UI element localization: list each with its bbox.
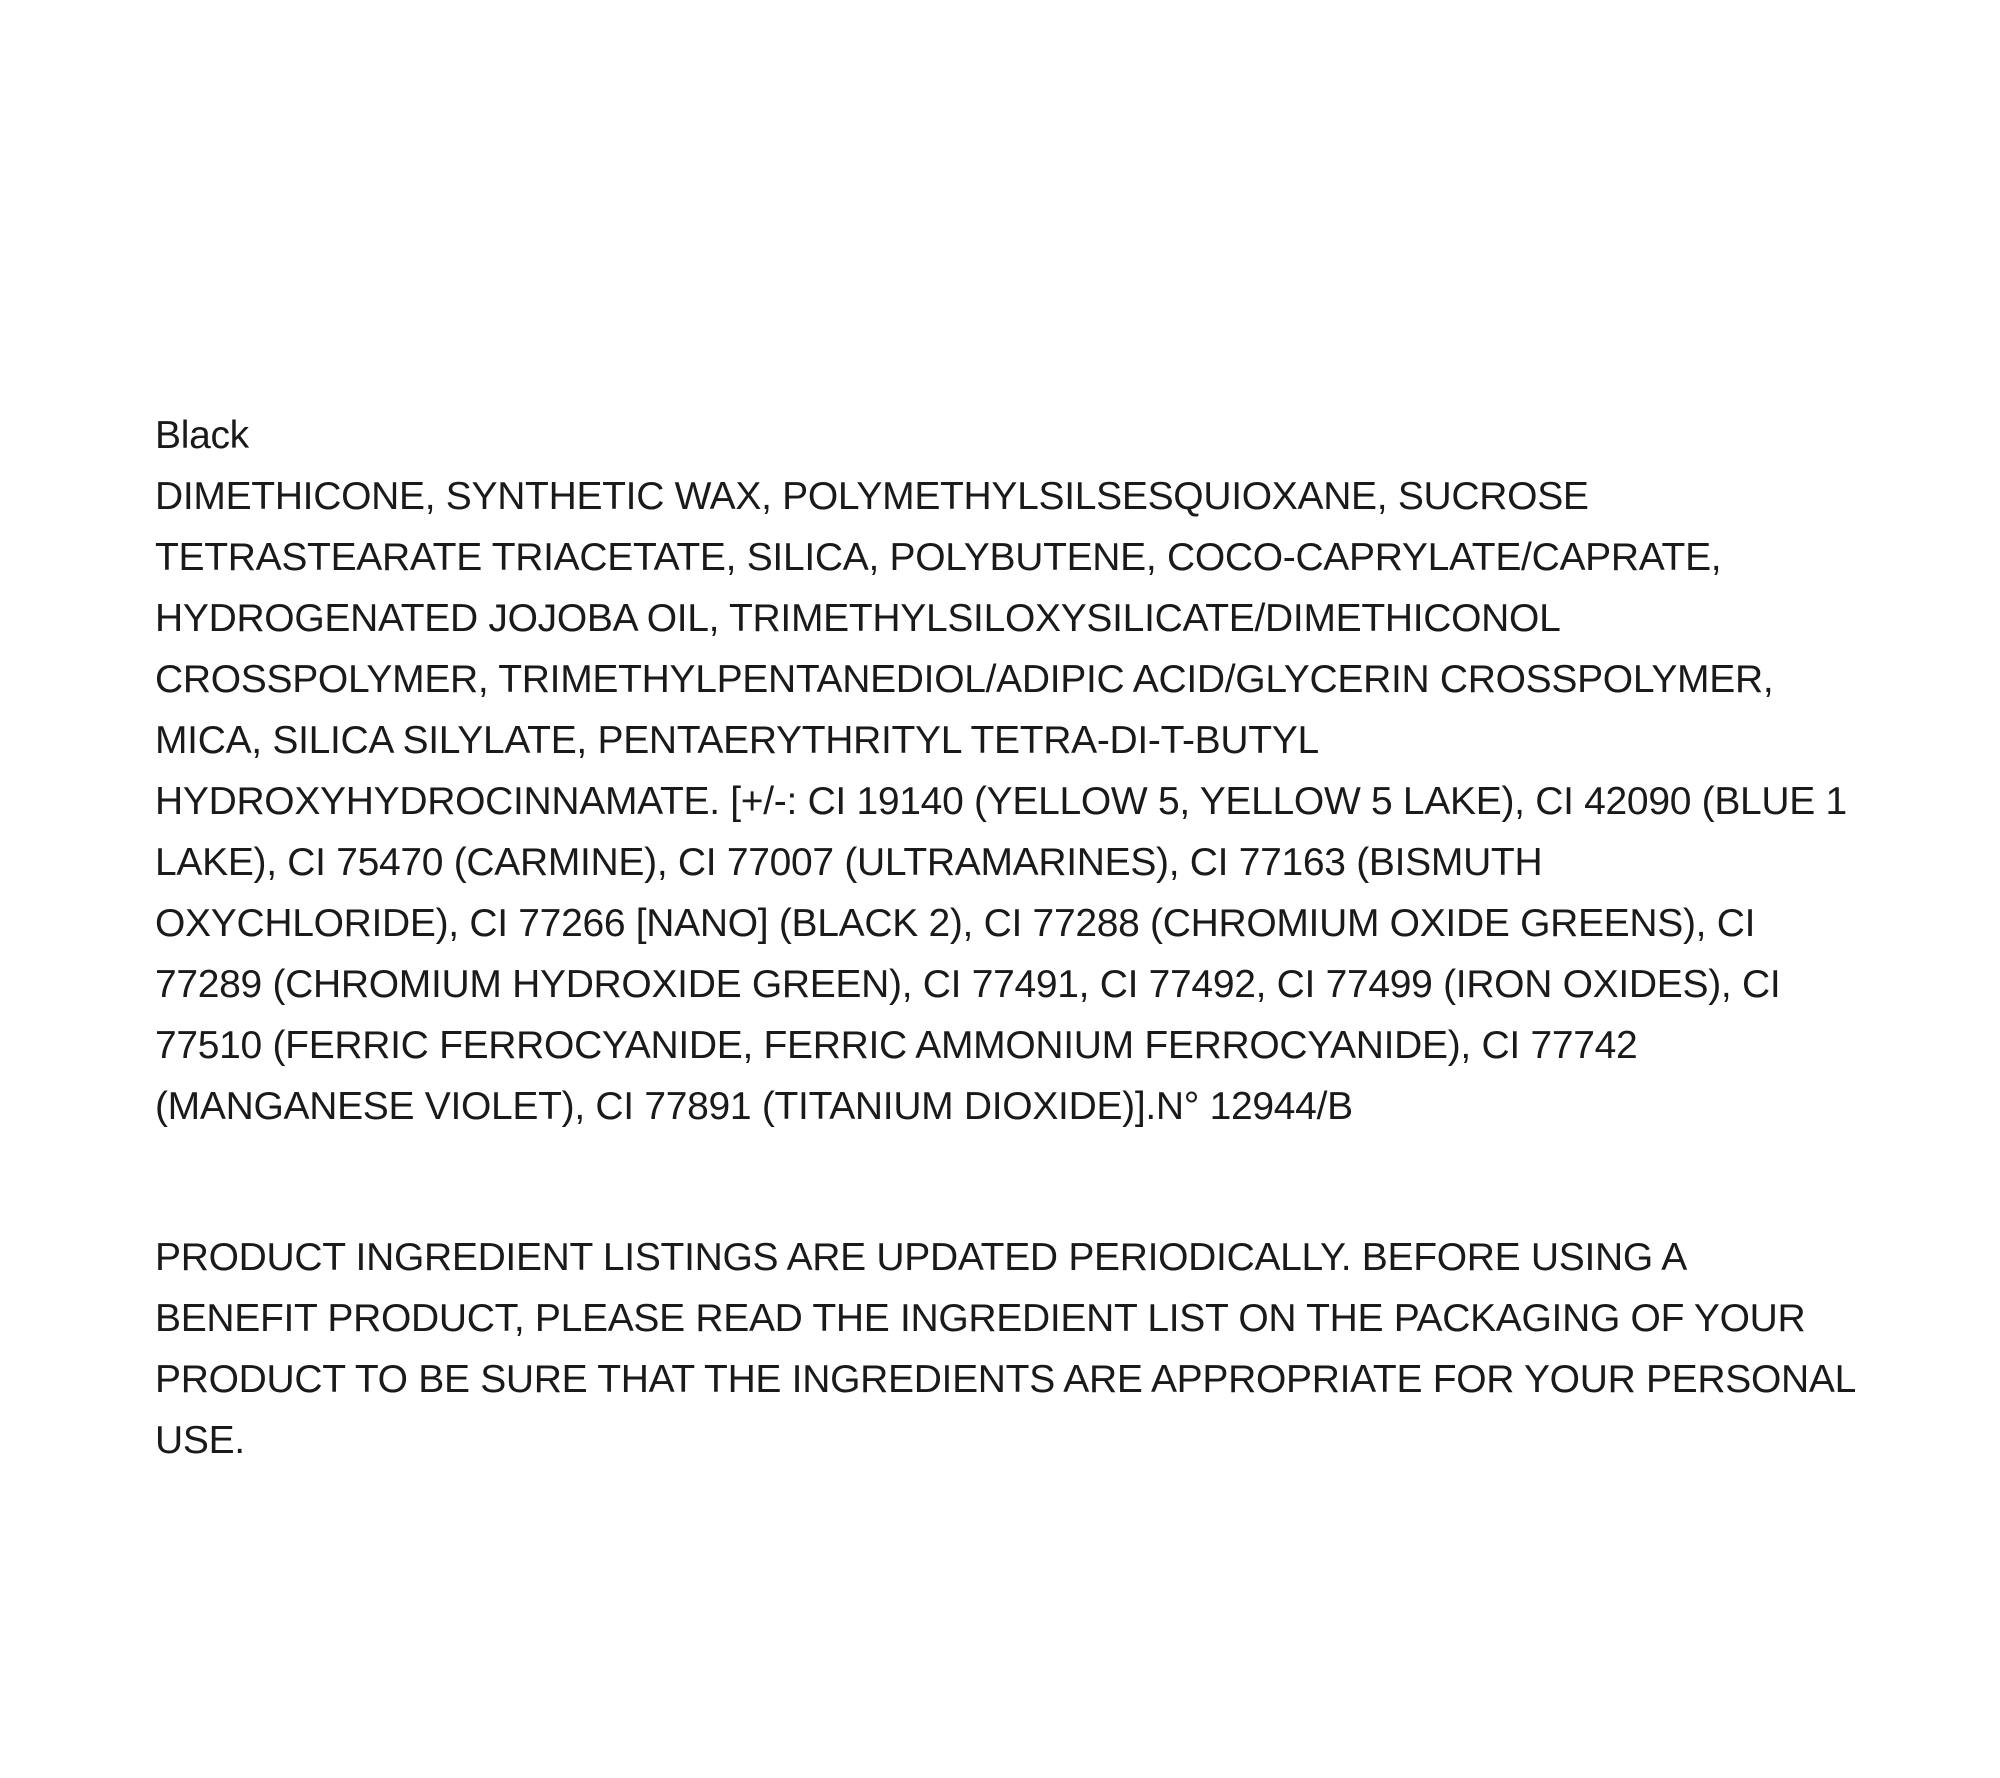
shade-name: Black	[155, 414, 249, 457]
ingredients-panel	[155, 405, 1855, 1471]
ingredient-list: DIMETHICONE, SYNTHETIC WAX, POLYMETHYLSILSESQUIOXANE, SUCROSE TETRASTEARATE TRIACETATE, SILICA, POLYBUTENE, COCO-CAPRYLATE/CAPRATE, HYDROGENATED JOJOBA OIL, TRIMETHYLSILOXYSILICATE/DIMETHICONOL CROSSPOLYMER, TRIMETHYLPENTANEDIOL/ADIPIC ACID/GLYCERIN CROSSPOLYMER, MICA, SILICA SILYLATE, PENTAERYTHRITYL TETRA-DI-T-BUTYL HYDROXYHYDROCINNAMATE. [+/-: CI 19140 (YELLOW 5, YELLOW 5 LAKE), CI 42090 (BLUE 1 LAKE), CI 75470 (CARMINE), CI 77007 (ULTRAMARINES), CI 77163 (BISMUTH OXYCHLORIDE), CI 77266 [NANO] (BLACK 2), CI 77288 (CHROMIUM OXIDE GREENS), CI 77289 (CHROMIUM HYDROXIDE GREEN), CI 77491, CI 77492, CI 77499 (IRON OXIDES), CI 77510 (FERRIC FERROCYANIDE, FERRIC AMMONIUM FERROCYANIDE), CI 77742 (MANGANESE VIOLET), CI 77891 (TITANIUM DIOXIDE)].N° 12944/B	[155, 475, 1847, 1128]
ingredient-disclaimer: PRODUCT INGREDIENT LISTINGS ARE UPDATED PERIODICALLY. BEFORE USING A BENEFIT PRODUCT, PLEASE READ THE INGREDIENT LIST ON THE PACKAGING OF YOUR PRODUCT TO BE SURE THAT THE INGREDIENTS ARE APPROPRIATE FOR YOUR PERSONAL USE.	[155, 1236, 1855, 1462]
